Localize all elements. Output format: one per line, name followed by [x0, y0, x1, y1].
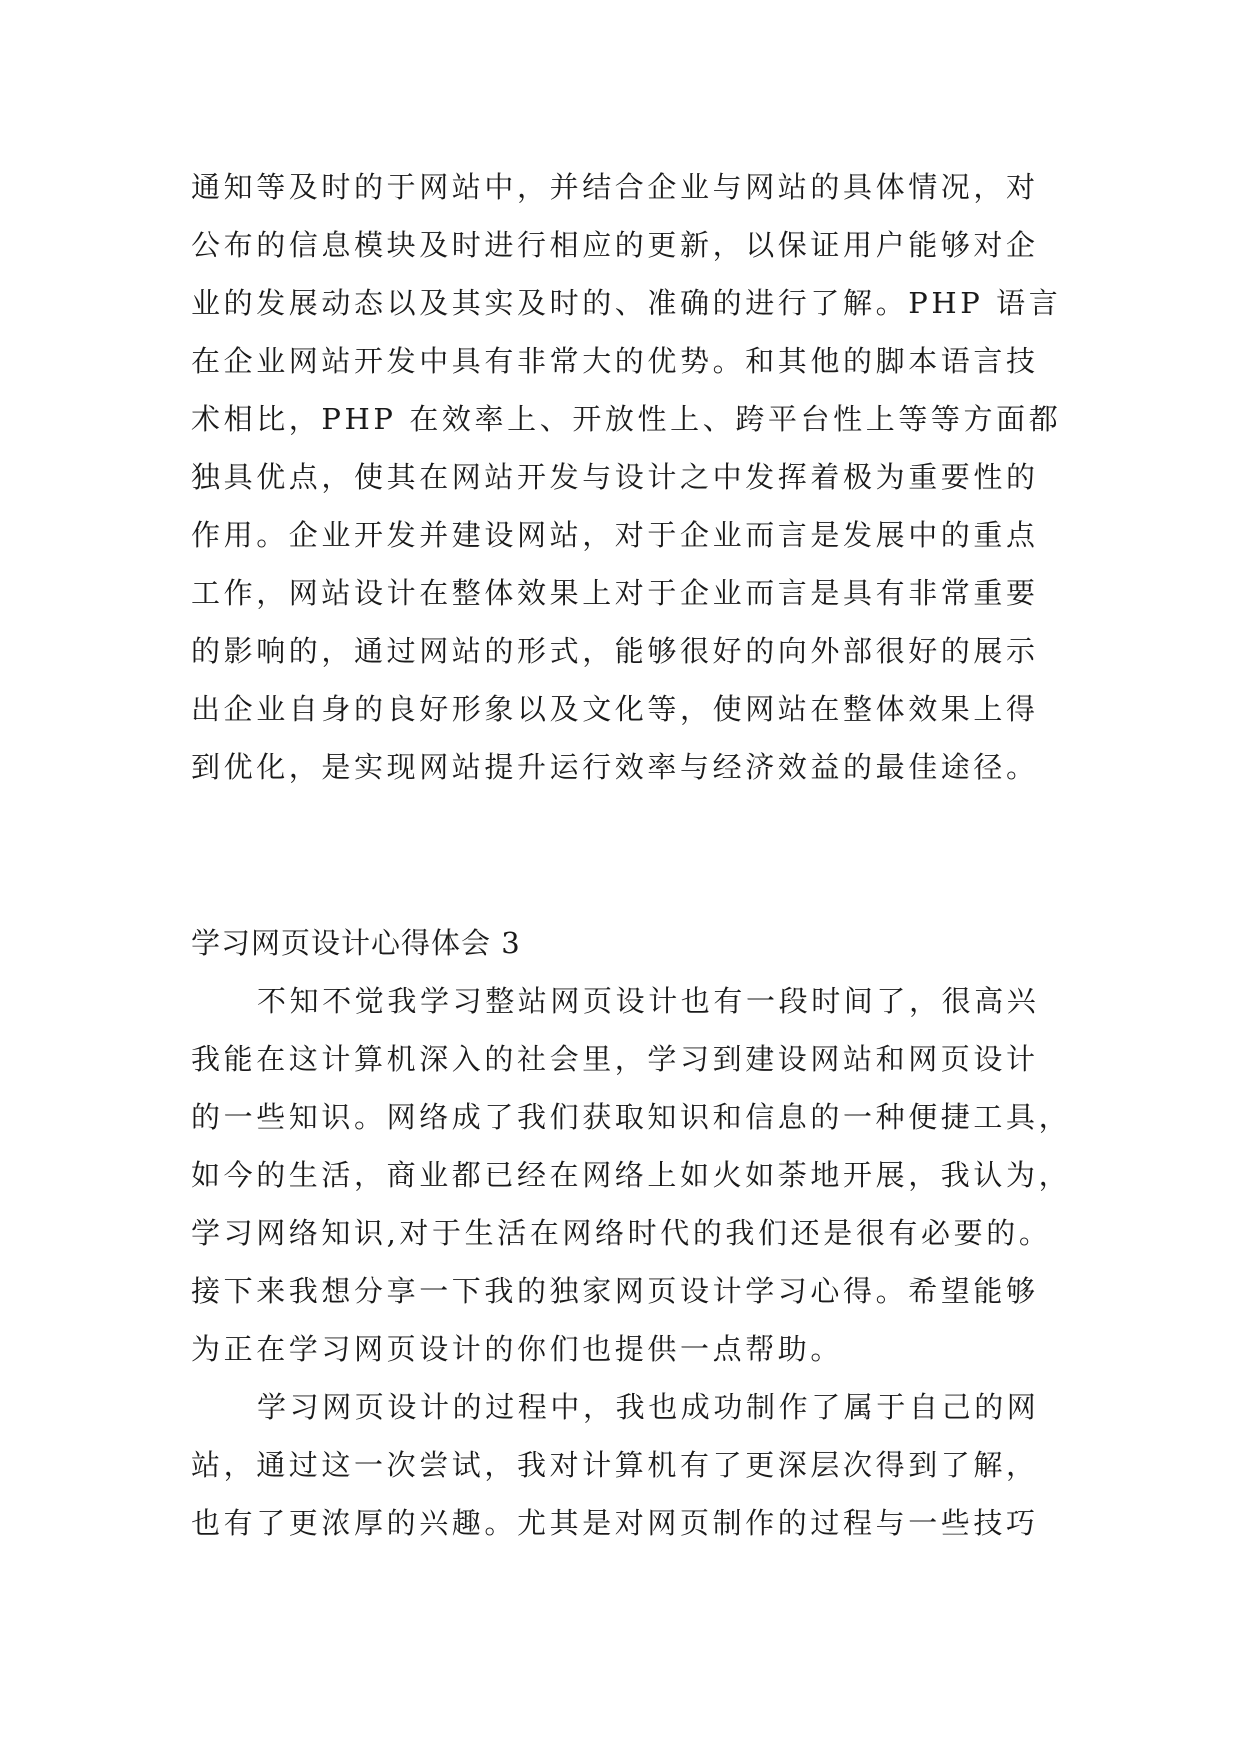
paragraph-line: 的一些知识。网络成了我们获取知识和信息的一种便捷工具， [191, 1100, 1072, 1134]
top-paragraph [191, 158, 1071, 796]
paragraph-line: 工作，网站设计在整体效果上对于企业而言是具有非常重要 [191, 576, 1039, 610]
paragraph-line: 公布的信息模块及时进行相应的更新，以保证用户能够对企 [191, 228, 1039, 262]
paragraph-line: 我能在这计算机深入的社会里，学习到建设网站和网页设计 [191, 1042, 1039, 1076]
paragraph-3 [191, 1378, 1071, 1552]
section-title: 学习网页设计心得体会 3 [191, 926, 521, 960]
paragraph-line: 的影响的，通过网站的形式，能够很好的向外部很好的展示 [191, 634, 1039, 668]
paragraph-line: 出企业自身的良好形象以及文化等，使网站在整体效果上得 [191, 692, 1039, 726]
section-3 [191, 914, 1071, 1552]
paragraph-line: 学习网页设计的过程中，我也成功制作了属于自己的网 [257, 1390, 1040, 1424]
paragraph-line: 接下来我想分享一下我的独家网页设计学习心得。希望能够 [191, 1274, 1039, 1308]
paragraph-2 [191, 972, 1071, 1378]
paragraph-line: 在企业网站开发中具有非常大的优势。和其他的脚本语言技 [191, 344, 1039, 378]
paragraph-line: 学习网络知识,对于生活在网络时代的我们还是很有必要的。 [191, 1216, 1052, 1250]
paragraph-line: 到优化，是实现网站提升运行效率与经济效益的最佳途径。 [191, 750, 1039, 784]
paragraph-line: 业的发展动态以及其实及时的、准确的进行了解。PHP 语言 [191, 286, 1062, 320]
paragraph-line: 通知等及时的于网站中，并结合企业与网站的具体情况，对 [191, 170, 1039, 204]
paragraph-line: 术相比，PHP 在效率上、开放性上、跨平台性上等等方面都 [191, 402, 1062, 436]
paragraph-line: 站，通过这一次尝试，我对计算机有了更深层次得到了解， [191, 1448, 1039, 1482]
paragraph-line: 为正在学习网页设计的你们也提供一点帮助。 [191, 1332, 844, 1366]
paragraph-line: 也有了更浓厚的兴趣。尤其是对网页制作的过程与一些技巧 [191, 1506, 1039, 1540]
paragraph-line: 独具优点，使其在网站开发与设计之中发挥着极为重要性的 [191, 460, 1039, 494]
paragraph-line: 如今的生活，商业都已经在网络上如火如荼地开展，我认为， [191, 1158, 1072, 1192]
paragraph-line: 作用。企业开发并建设网站，对于企业而言是发展中的重点 [191, 518, 1039, 552]
paragraph-line: 不知不觉我学习整站网页设计也有一段时间了，很高兴 [257, 984, 1040, 1018]
